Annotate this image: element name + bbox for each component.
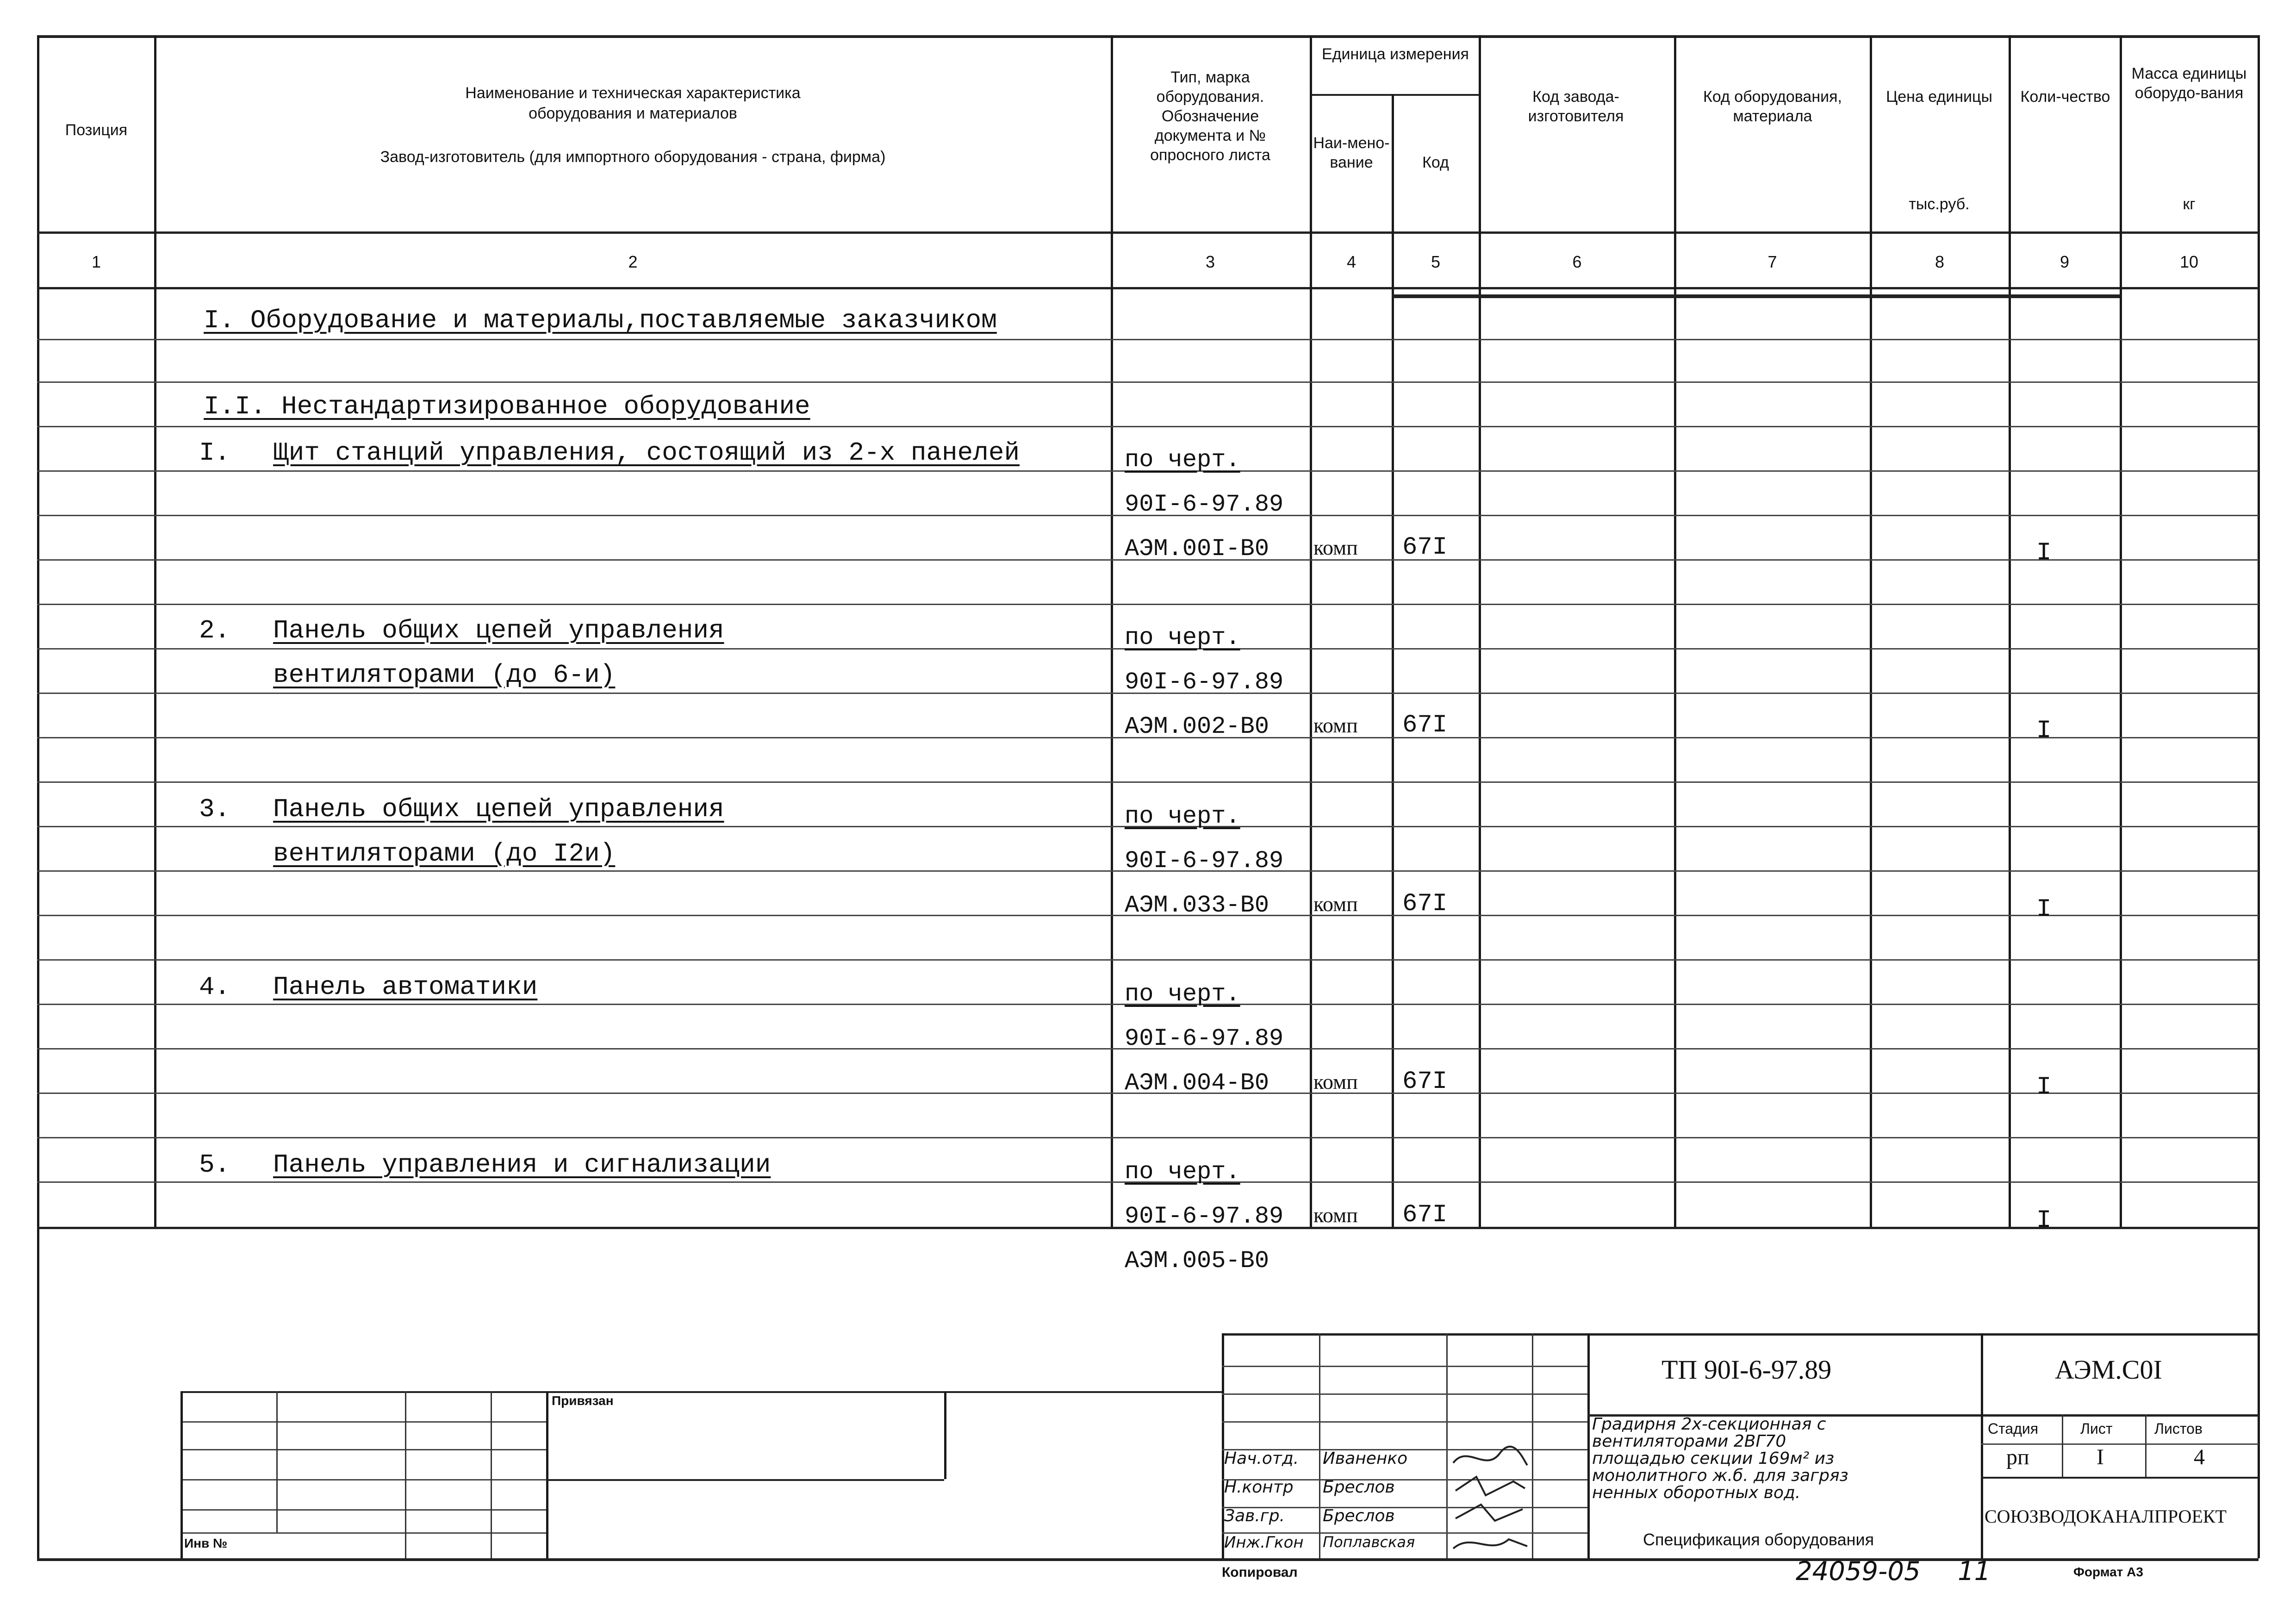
row-line [37, 959, 2259, 961]
item-quantity: I [2036, 717, 2052, 745]
tb-privyazan: Привязан [552, 1393, 614, 1408]
colnum-6: 6 [1572, 252, 1582, 271]
tb-description-line: площадью секции 169м² из [1592, 1449, 1835, 1468]
colnum-2: 2 [628, 252, 638, 271]
colnum-9: 9 [2060, 252, 2070, 271]
item-unit: комп [1313, 892, 1358, 916]
item-name-line: вентиляторами (до I2и) [273, 839, 616, 868]
header-unit-name: Наи-мено-вание [1313, 134, 1390, 171]
tb-left-top [180, 1391, 1222, 1393]
colnum-8: 8 [1935, 252, 1945, 271]
header-unit-code: Код [1422, 154, 1449, 171]
unit-group-line [1310, 94, 1481, 96]
tb-description-line: Градирня 2х-секционная с [1592, 1415, 1826, 1434]
header-price-unit: тыс.руб. [1909, 195, 1970, 213]
item-type-line: 90I-6-97.89 [1125, 847, 1284, 874]
item-type-line: АЭМ.00I-В0 [1125, 535, 1269, 562]
item-type-line: 90I-6-97.89 [1125, 1203, 1284, 1230]
item-type-line: АЭМ.033-В0 [1125, 892, 1269, 919]
row-line [37, 781, 2259, 783]
header-type: Тип, марка оборудования. Обозначение документа и № опросного листа [1150, 69, 1270, 164]
colnum-7: 7 [1767, 252, 1777, 271]
item-quantity: I [2036, 1073, 2052, 1101]
item-code: 67I [1402, 1068, 1448, 1096]
header-price: Цена единицы [1886, 88, 1992, 106]
header-mass-unit: кг [2183, 195, 2196, 213]
row-line [37, 1137, 2259, 1138]
item-type-line: по черт. [1125, 1158, 1240, 1186]
tb-stage-label: Стадия [1988, 1420, 2039, 1437]
colnum-10: 10 [2179, 252, 2199, 271]
tb-privyazan-v [944, 1391, 946, 1479]
tb-left-v3 [491, 1391, 492, 1558]
row-line [37, 426, 2259, 427]
item-code: 67I [1402, 1201, 1448, 1229]
colnum-3: 3 [1205, 252, 1215, 271]
stamp-org-top [1981, 1477, 2259, 1479]
tb-left-v1 [276, 1391, 278, 1532]
tb-description-line: монолитного ж.б. для загряз [1592, 1466, 1848, 1485]
item-position: 4. [199, 972, 230, 1002]
signature-marks-icon [1449, 1444, 1532, 1558]
item-type-line: по черт. [1125, 803, 1240, 830]
tb-format: Формат А3 [2073, 1565, 2143, 1579]
tb-signer-role: Зав.гр. [1224, 1506, 1285, 1525]
item-unit: комп [1313, 1203, 1358, 1227]
item-position: 3. [199, 794, 230, 824]
item-type-line: 90I-6-97.89 [1125, 491, 1284, 518]
item-name-line: Панель управления и сигнализации [273, 1150, 771, 1180]
item-unit: комп [1313, 536, 1358, 559]
item-quantity: I [2036, 1206, 2052, 1235]
header-factory-code: Код завода-изготовителя [1528, 88, 1624, 125]
item-name-line: Панель общих цепей управления [273, 794, 724, 824]
tb-sheet-label: Лист [2080, 1420, 2113, 1437]
item-type-line: по черт. [1125, 624, 1240, 651]
tb-inv: Инв № [184, 1536, 228, 1550]
header-position: Позиция [65, 121, 128, 139]
stamp-top [1222, 1333, 2259, 1336]
header-name-line3: Завод-изготовитель (для импортного оборудования - страна, фирма) [380, 148, 886, 166]
frame-top [37, 35, 2259, 38]
body-bold-top [1392, 294, 2120, 298]
row-line [37, 381, 2259, 383]
tb-copied: Копировал [1222, 1565, 1298, 1580]
colnum-bottom-line [37, 287, 2259, 289]
tb-doc-code: АЭМ.С0I [2055, 1355, 2162, 1385]
row-line [37, 339, 2259, 340]
stamp-v6 [2062, 1414, 2063, 1477]
tb-archive-number: 24059-05 [1796, 1556, 1921, 1587]
tb-signer-name: Иваненко [1323, 1449, 1408, 1468]
colnum-5: 5 [1431, 252, 1441, 271]
tb-signer-role: Инж.Гкон [1224, 1533, 1304, 1552]
frame-bottom [37, 1558, 2259, 1561]
tb-sheets: 4 [2194, 1445, 2205, 1469]
item-unit: комп [1313, 713, 1358, 737]
tb-signer-role: Нач.отд. [1224, 1449, 1299, 1468]
item-name-line: Щит станций управления, состоящий из 2-х панелей [273, 438, 1020, 468]
tb-sheets-label: Листов [2154, 1420, 2203, 1437]
header-mass: Масса единицы оборудо-вания [2131, 65, 2247, 102]
section-title: I. Оборудование и материалы,поставляемые заказчиком [204, 306, 997, 335]
item-position: 5. [199, 1150, 230, 1180]
item-position: 2. [199, 616, 230, 645]
tb-archive-sheet: 11 [1958, 1556, 1991, 1587]
item-position: I. [199, 438, 230, 468]
section-subtitle: I.I. Нестандартизированное оборудование [204, 392, 810, 421]
tb-description [1592, 1416, 1848, 1501]
item-name-line: вентиляторами (до 6-и) [273, 660, 616, 690]
item-code: 67I [1402, 533, 1448, 562]
item-code: 67I [1402, 890, 1448, 918]
row-line [37, 604, 2259, 605]
frame-right [2258, 35, 2260, 1558]
tb-left-v0 [180, 1391, 183, 1558]
item-quantity: I [2036, 539, 2052, 567]
header-quantity: Коли-чество [2020, 88, 2110, 106]
item-type-line: АЭМ.002-В0 [1125, 713, 1269, 740]
stamp-r2 [1222, 1393, 1587, 1395]
header-unit-group: Единица измерения [1322, 45, 1469, 63]
header-name-line2: оборудования и материалов [529, 105, 737, 122]
tb-sheet: I [2097, 1445, 2104, 1469]
colnum-1: 1 [91, 252, 101, 271]
item-quantity: I [2036, 895, 2052, 924]
item-type-line: АЭМ.004-В0 [1125, 1069, 1269, 1097]
tb-left-v2 [405, 1391, 406, 1558]
tb-signer-name: Бреслов [1323, 1506, 1395, 1525]
item-type-line: по черт. [1125, 981, 1240, 1008]
tb-left-v4 [546, 1391, 548, 1558]
tb-stage: рп [2006, 1445, 2029, 1469]
header-equipment-code: Код оборудования, материала [1703, 88, 1842, 125]
stamp-r3 [1222, 1421, 1587, 1423]
stamp-r1 [1222, 1366, 1587, 1367]
item-type-line: по черт. [1125, 446, 1240, 474]
stamp-v7 [2145, 1414, 2147, 1477]
tb-description-line: ненных оборотных вод. [1592, 1483, 1801, 1502]
tb-description-line: вентиляторами 2ВГ70 [1592, 1432, 1786, 1451]
header-name-line1: Наименование и техническая характеристика [465, 84, 801, 102]
tb-sheet-title: Спецификация оборудования [1643, 1530, 1874, 1549]
tb-privyazan-line [546, 1479, 944, 1481]
item-code: 67I [1402, 711, 1448, 739]
tb-signer-role: Н.контр [1224, 1478, 1294, 1497]
item-name-line: Панель автоматики [273, 972, 538, 1002]
item-type-line: 90I-6-97.89 [1125, 668, 1284, 696]
colnum-4: 4 [1346, 252, 1356, 271]
item-type-line: АЭМ.005-В0 [1125, 1247, 1269, 1274]
tb-signer-name: Бреслов [1323, 1478, 1395, 1497]
stamp-v4 [1587, 1333, 1590, 1558]
header-bottom-line [37, 231, 2259, 234]
tb-signer-name: Поплавская [1323, 1533, 1415, 1551]
item-type-line: 90I-6-97.89 [1125, 1025, 1284, 1052]
tb-organization: СОЮЗВОДОКАНАЛПРОЕКТ [1985, 1506, 2227, 1527]
item-name-line: Панель общих цепей управления [273, 616, 724, 645]
stamp-v5 [1981, 1333, 1983, 1558]
item-unit: комп [1313, 1070, 1358, 1093]
tb-doc-number: ТП 90I-6-97.89 [1661, 1355, 1832, 1385]
